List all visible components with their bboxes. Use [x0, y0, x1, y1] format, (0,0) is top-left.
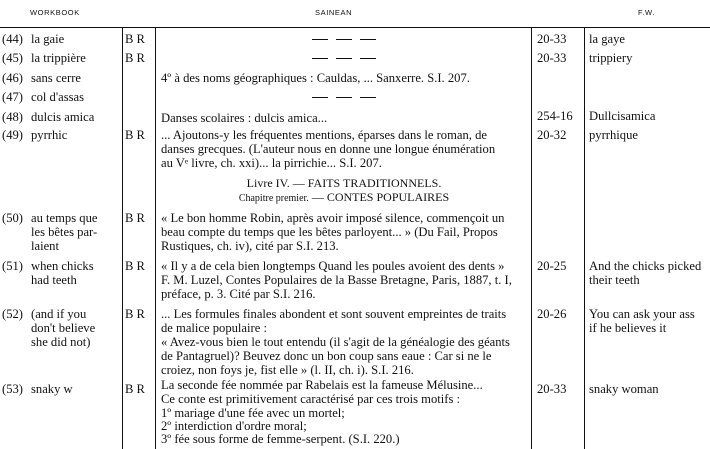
workbook-term: (and if you — [31, 307, 87, 321]
sainean-text-line: La seconde fée nommée par Rabelais est la fameuse Mélusine... — [161, 378, 483, 392]
fw-term: if he believes it — [589, 321, 667, 335]
workbook-term: had teeth — [31, 273, 77, 287]
workbook-term: les bêtes par- — [31, 225, 98, 239]
ditto-dash — [360, 39, 376, 40]
ditto-dash — [336, 97, 352, 98]
entry-number: (45) — [2, 51, 23, 65]
workbook-term: snaky w — [31, 382, 73, 396]
sainean-text-line: croiez, non foys je, fist elle » (l. II, ch. i). S.I. 216. — [161, 363, 414, 377]
br-marker: B R — [125, 259, 145, 273]
ditto-dash — [312, 97, 328, 98]
workbook-term: la gaie — [31, 32, 65, 46]
entry-number: (46) — [2, 71, 23, 85]
sainean-text-line: 2º interdiction d'ordre moral; — [161, 419, 307, 433]
br-marker: B R — [125, 382, 145, 396]
br-marker: B R — [125, 211, 145, 225]
sainean-text-line: Rustiques, ch. iv), cité par S.I. 213. — [161, 239, 339, 253]
sainean-text-line: F. M. Luzel, Contes Populaires de la Basse Bretagne, Paris, 1887, t. I, — [161, 273, 512, 287]
ditto-dash — [312, 58, 328, 59]
chapitre-title: — CONTES POPULAIRES — [311, 190, 450, 204]
fw-term: Dullcisamica — [589, 109, 656, 123]
workbook-term: don't believe — [31, 321, 96, 335]
workbook-term: col d'assas — [31, 90, 84, 104]
sainean-text-line: 4º à des noms géographiques : Cauldas, ... Sanxerre. S.I. 207. — [161, 71, 470, 85]
workbook-term: au temps que — [31, 211, 98, 225]
fw-term: snaky woman — [589, 382, 659, 396]
workbook-term: dulcis amica — [31, 110, 95, 124]
sainean-text-line: de Pantagruel)? Beuvez donc un bon coup sans eaue : Car si ne le — [161, 349, 492, 363]
workbook-term: la trippière — [31, 51, 86, 65]
br-marker: B R — [125, 307, 145, 321]
sainean-text-line: « Le bon homme Robin, après avoir imposé silence, commençoit un — [161, 211, 505, 225]
chapitre-heading — [160, 190, 528, 206]
sainean-text-line: beau compte du temps que les bêtes parloyent... » (Du Fail, Propos — [161, 225, 498, 239]
entry-number: (47) — [2, 90, 23, 104]
sainean-text-line: de malice populaire : — [161, 321, 267, 335]
sainean-text-line: « Il y a de cela bien longtemps Quand les poules avoient des dents » — [161, 259, 505, 273]
fw-term: You can ask your ass — [589, 307, 695, 321]
sainean-text-line: Ce conte est primitivement caractérisé par ces trois motifs : — [161, 392, 460, 406]
sainean-text-line: ... Ajoutons-y les fréquentes mentions, éparses dans le roman, de — [161, 128, 487, 142]
chapitre-label: Chapitre premier. — [238, 193, 309, 204]
sainean-text-line: danses grecques. (L'auteur nous en donne une longue énumération — [161, 142, 496, 156]
page-ref: 20-25 — [537, 259, 567, 273]
column-rule-page — [584, 28, 585, 449]
page-ref: 20-33 — [537, 51, 567, 65]
page-ref: 254-16 — [537, 109, 573, 123]
ditto-dash — [336, 39, 352, 40]
entry-number: (49) — [2, 128, 23, 142]
page-ref: 20-33 — [537, 32, 567, 46]
column-rule-sainean — [531, 28, 532, 449]
fw-term: trippiery — [589, 51, 633, 65]
header-rule — [0, 27, 710, 28]
workbook-term: sans cerre — [31, 71, 81, 85]
workbook-term: she did not) — [31, 335, 91, 349]
workbook-header: WORKBOOK — [30, 8, 80, 17]
fw-header: F.W. — [638, 8, 655, 17]
fw-term: their teeth — [589, 273, 640, 287]
sainean-header: SAINEAN — [315, 8, 353, 17]
entry-number: (51) — [2, 259, 23, 273]
sainean-text-line: préface, p. 3. Cité par S.I. 216. — [161, 287, 316, 301]
fw-term: And the chicks picked — [589, 259, 702, 273]
page-ref: 20-32 — [537, 128, 567, 142]
page-ref: 20-26 — [537, 307, 567, 321]
workbook-term: laient — [31, 239, 59, 253]
sainean-text-line: « Avez-vous bien le tout entendu (il s'agit de la généalogie des géants — [161, 335, 510, 349]
entry-number: (48) — [2, 110, 23, 124]
page-ref: 20-33 — [537, 382, 567, 396]
workbook-term: pyrrhic — [31, 128, 68, 142]
ditto-dash — [360, 97, 376, 98]
sainean-text-line: 1º mariage d'une fée avec un mortel; — [161, 406, 345, 420]
entry-number: (53) — [2, 382, 23, 396]
workbook-term: when chicks — [31, 259, 94, 273]
entry-number: (52) — [2, 307, 23, 321]
ditto-dash — [360, 58, 376, 59]
sainean-text-line: ... Les formules finales abondent et sont souvent empreintes de traits — [161, 307, 507, 321]
fw-term: la gaye — [589, 32, 626, 46]
livre-heading: Livre IV. — FAITS TRADITIONNELS. — [246, 176, 442, 190]
column-rule-br — [155, 28, 156, 449]
br-marker: B R — [125, 51, 145, 65]
sainean-text-line: Danses scolaires : dulcis amica... — [161, 111, 328, 125]
ditto-dash — [312, 39, 328, 40]
ditto-dash — [336, 58, 352, 59]
entry-number: (44) — [2, 32, 23, 46]
entry-number: (50) — [2, 211, 23, 225]
br-marker: B R — [125, 128, 145, 142]
fw-term: pyrrhique — [589, 128, 638, 142]
sainean-text-line: 3º fée sous forme de femme-serpent. (S.I. 220.) — [161, 432, 400, 446]
sainean-text-line: au Vᵉ livre, ch. xxi)... la pirrichie... S.I. 207. — [161, 156, 382, 170]
br-marker: B R — [125, 32, 145, 46]
column-rule-workbook — [122, 28, 123, 449]
